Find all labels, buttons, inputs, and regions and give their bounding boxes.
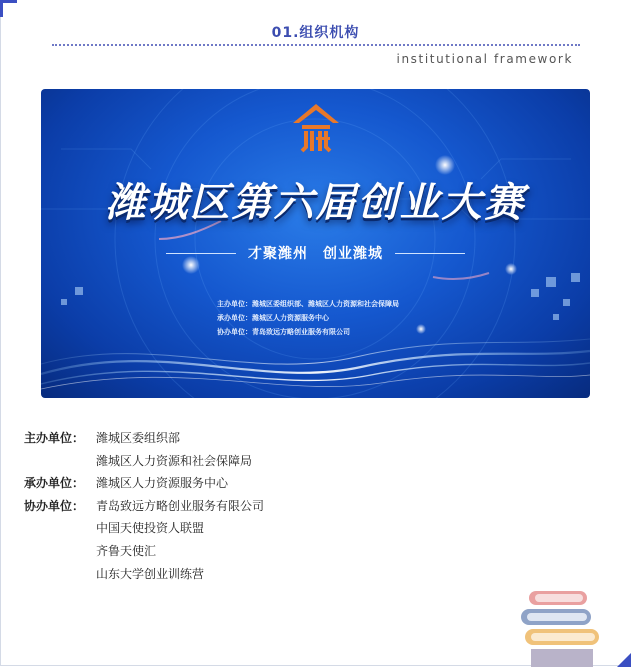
co-organizer-value: 中国天使投资人联盟 [96,521,205,536]
host-value: 潍城区委组织部 [96,431,181,445]
banner-organizer-line: 协办单位：青岛致远方略创业服务有限公司 [217,328,350,336]
co-organizer-label: 协办单位： [24,498,85,513]
banner-organizer-line: 主办单位：潍城区委组织部、潍城区人力资源和社会保障局 [217,300,399,308]
organizer-label: 承办单位： [24,476,85,491]
co-organizer-value: 齐鲁天使汇 [96,543,157,558]
co-organizer-row [24,495,264,518]
banner-title: 潍城区第六届创业大赛 [105,179,526,226]
co-organizer-row-continued [24,563,264,586]
books-stack-icon [517,587,607,667]
dotted-divider [52,44,580,46]
banner-organizers [217,297,399,339]
co-organizer-row-continued [24,517,264,540]
section-title: 01.组织机构 [271,25,360,41]
slogan-row [41,241,590,265]
co-organizer-row-continued [24,540,264,563]
banner-slogan: 才聚潍州 创业潍城 [248,246,383,262]
corner-decoration-top-left [0,0,17,17]
event-banner [41,89,590,398]
organizer-row [24,472,264,495]
host-row-continued [24,450,264,473]
co-organizer-value: 青岛致远方略创业服务有限公司 [96,498,265,513]
slogan-line-right [395,253,465,254]
host-row [24,427,264,450]
host-label: 主办单位： [24,431,85,445]
slogan-line-left [166,253,236,254]
co-organizer-value: 山东大学创业训练营 [96,566,205,581]
corner-decoration-bottom-right [617,653,631,667]
organization-info [24,427,264,585]
banner-organizer-line: 承办单位：潍城区人力资源服务中心 [217,314,329,322]
contest-logo-icon [289,101,343,157]
host-value: 潍城区人力资源和社会保障局 [96,453,253,468]
organizer-value: 潍城区人力资源服务中心 [96,476,229,491]
section-subtitle: institutional framework [396,52,573,66]
